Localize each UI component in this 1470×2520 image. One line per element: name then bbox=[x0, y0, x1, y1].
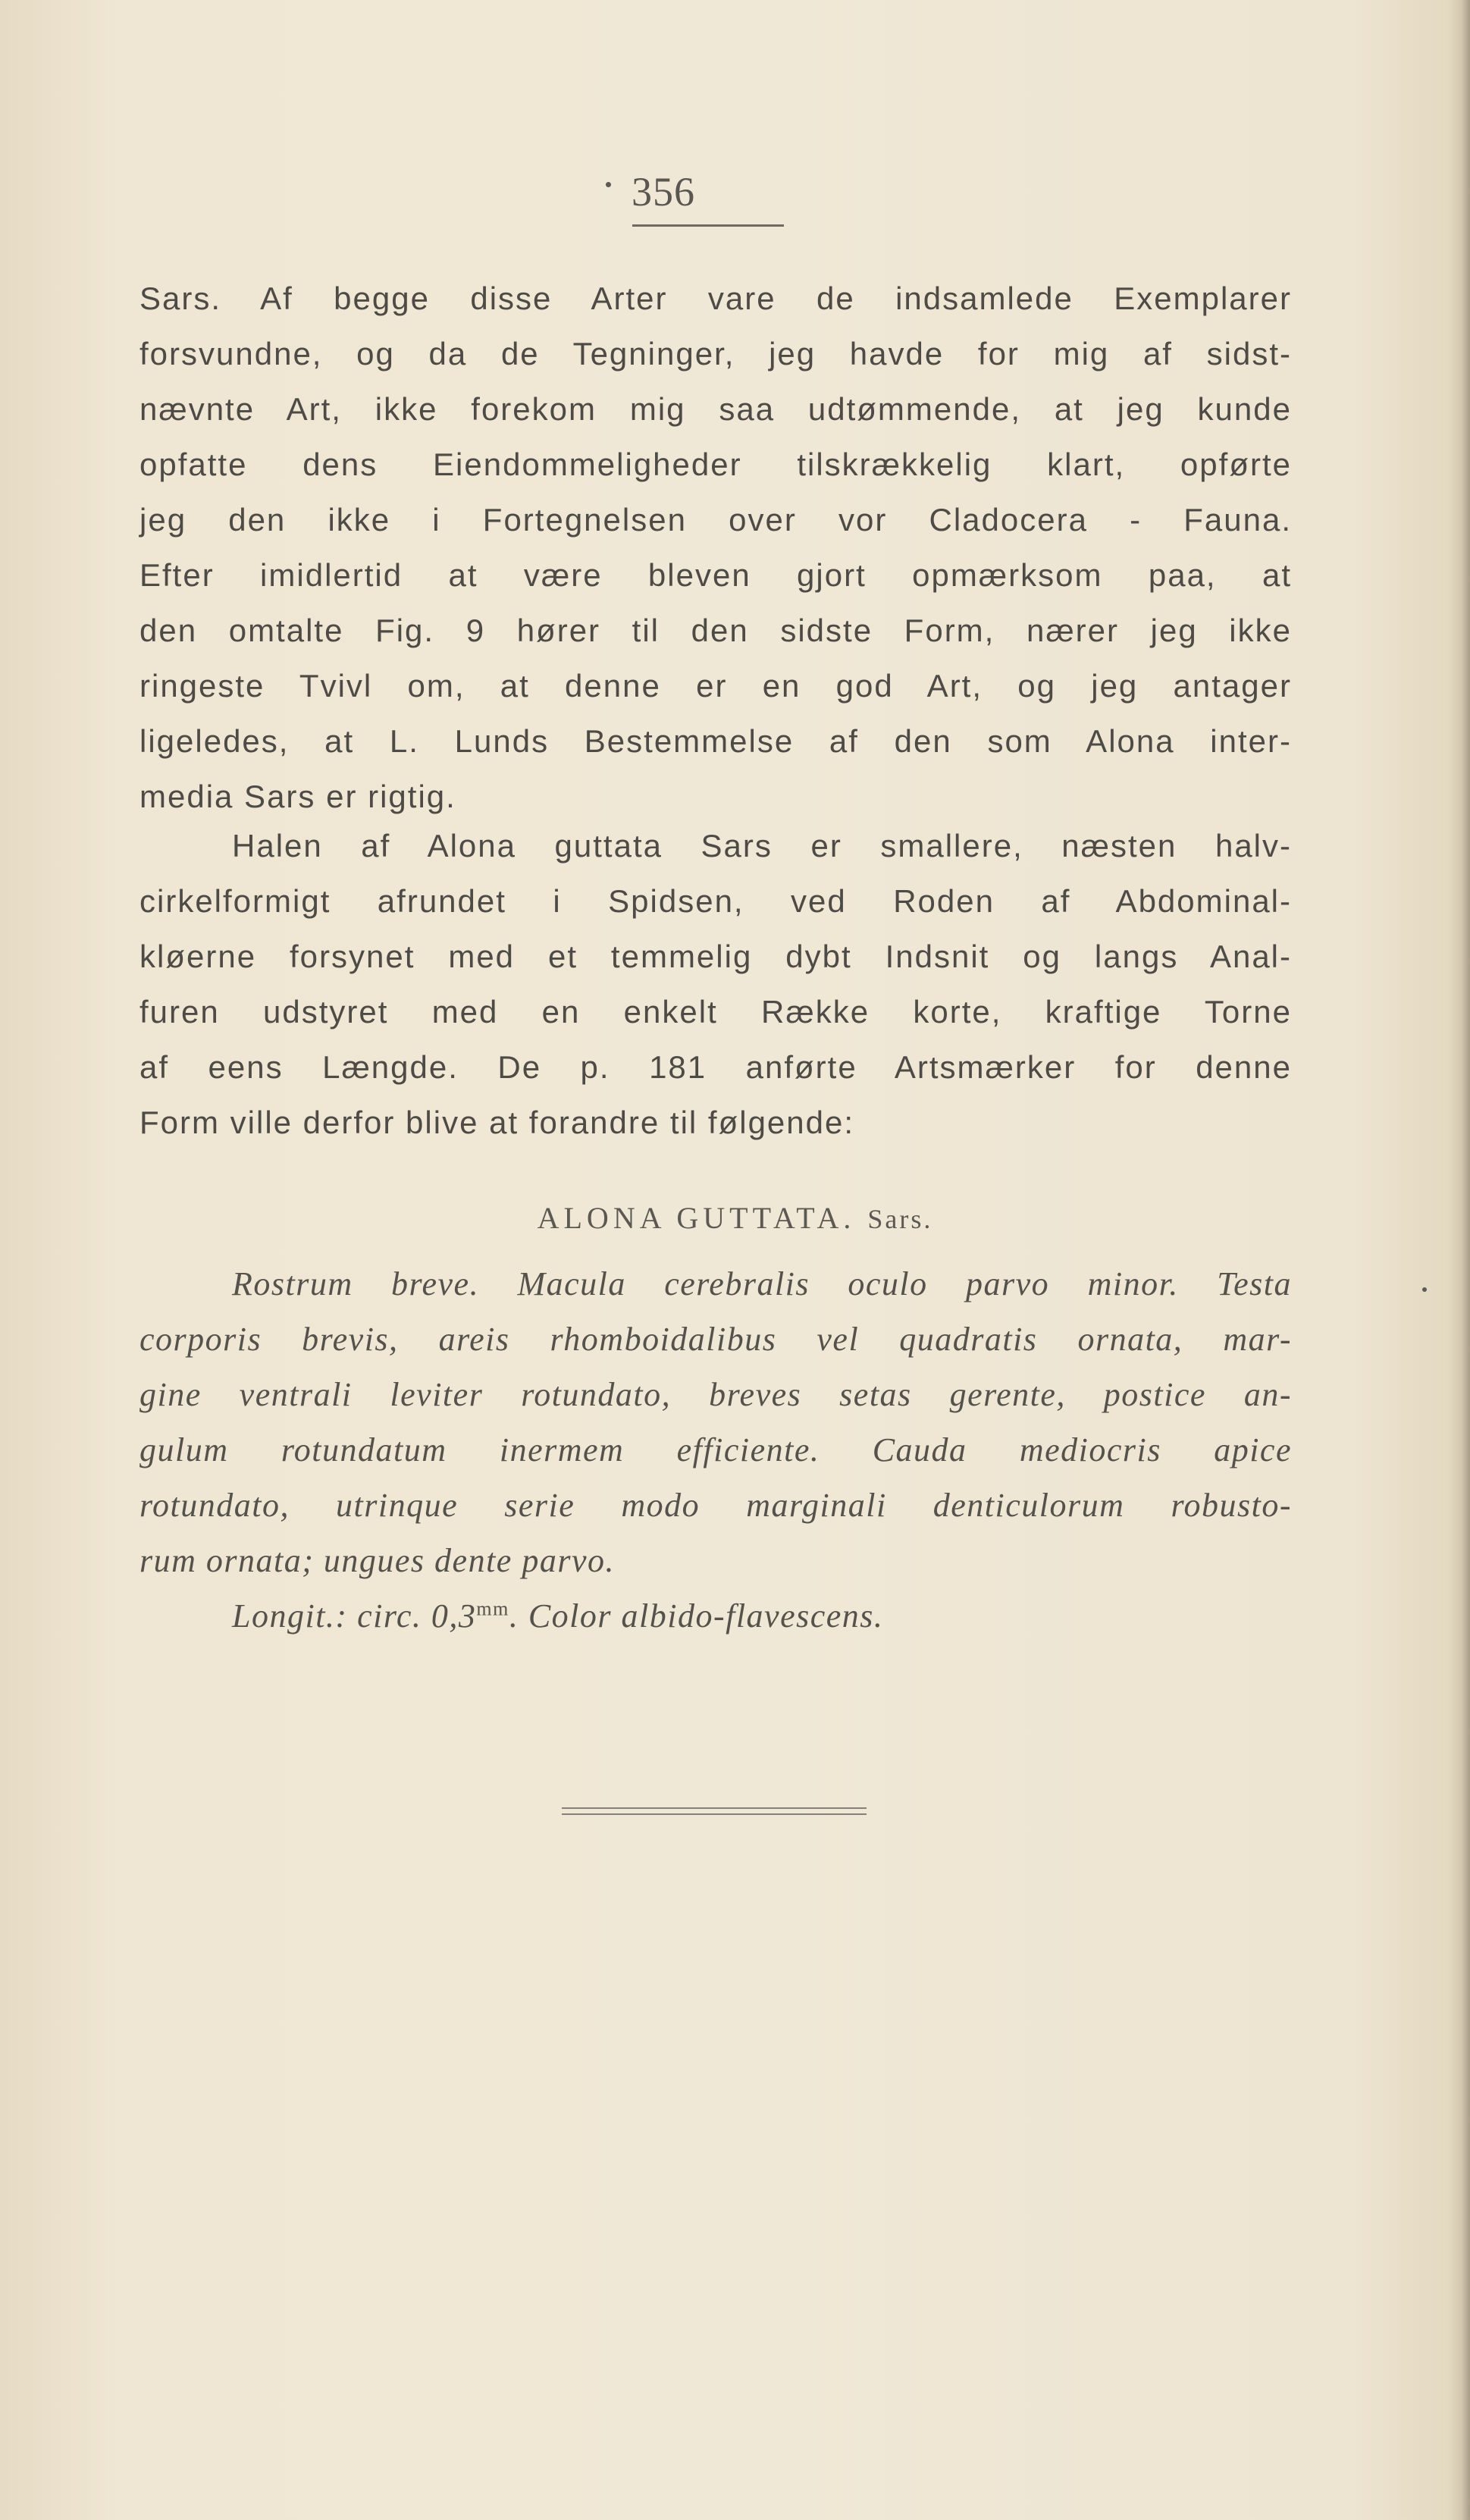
measurement-label: Longit.: circ. 0,3 bbox=[232, 1597, 477, 1635]
paragraph-2-line-1: Halen af Alona guttata Sars er smallere, næsten halv- bbox=[232, 828, 1292, 864]
color-description: . Color albido-flavescens. bbox=[509, 1597, 884, 1635]
paragraph-2-line-6: Form ville derfor blive at forandre til følgende: bbox=[139, 1105, 855, 1140]
measurement-line bbox=[232, 1597, 1384, 1635]
species-name: ALONA GUTTATA. bbox=[537, 1201, 856, 1235]
latin-line-5: rotundato, utrinque serie modo marginali denticulorum robusto- bbox=[139, 1487, 1292, 1524]
species-heading bbox=[0, 1200, 1470, 1236]
latin-line-4: gulum rotundatum inermem efficiente. Cauda mediocris apice bbox=[139, 1431, 1292, 1468]
paragraph-2-line-2: cirkelformigt afrundet i Spidsen, ved Roden af Abdominal- bbox=[139, 883, 1292, 919]
paragraph-1-line-2: forsvundne, og da de Tegninger, jeg havde for mig af sidst- bbox=[139, 336, 1292, 371]
paragraph-1-line-8: ringeste Tvivl om, at denne er en god Art, og jeg antager bbox=[139, 668, 1292, 704]
paragraph-1-line-5: jeg den ikke i Fortegnelsen over vor Cladocera - Fauna. bbox=[139, 502, 1292, 538]
species-author: Sars. bbox=[867, 1204, 933, 1234]
ink-speck bbox=[606, 182, 611, 187]
paragraph-1-line-7: den omtalte Fig. 9 hører til den sidste Form, nærer jeg ikke bbox=[139, 613, 1292, 648]
end-rule-top bbox=[562, 1807, 867, 1809]
paragraph-1-line-6: Efter imidlertid at være bleven gjort opmærksom paa, at bbox=[139, 557, 1292, 593]
paragraph-1-line-9: ligeledes, at L. Lunds Bestemmelse af den som Alona inter- bbox=[139, 723, 1292, 759]
latin-line-1: Rostrum breve. Macula cerebralis oculo parvo minor. Testa bbox=[232, 1265, 1292, 1302]
measurement-unit: mm bbox=[476, 1597, 509, 1620]
latin-line-2: corporis brevis, areis rhomboidalibus vel quadratis ornata, mar- bbox=[139, 1321, 1292, 1358]
page-number: 356 bbox=[632, 169, 695, 215]
paragraph-2-line-5: af eens Længde. De p. 181 anførte Artsmærker for denne bbox=[139, 1049, 1292, 1085]
page-edge-shadow bbox=[1449, 0, 1470, 2520]
paragraph-1-line-10: media Sars er rigtig. bbox=[139, 779, 456, 814]
latin-line-3: gine ventrali leviter rotundato, breves setas gerente, postice an- bbox=[139, 1376, 1292, 1413]
page-number-rule bbox=[632, 224, 784, 227]
paragraph-2-line-4: furen udstyret med en enkelt Række korte, kraftige Torne bbox=[139, 994, 1292, 1030]
paragraph-1-line-3: nævnte Art, ikke forekom mig saa udtømmende, at jeg kunde bbox=[139, 391, 1292, 427]
paragraph-2-line-3: kløerne forsynet med et temmelig dybt Indsnit og langs Anal- bbox=[139, 939, 1292, 974]
margin-speck bbox=[1422, 1287, 1427, 1292]
latin-line-6: rum ornata; ungues dente parvo. bbox=[139, 1542, 615, 1579]
end-rule-bottom bbox=[562, 1813, 867, 1815]
paragraph-1-line-1: Sars. Af begge disse Arter vare de indsamlede Exemplarer bbox=[139, 281, 1292, 316]
paragraph-1-line-4: opfatte dens Eiendommeligheder tilskrækkelig klart, opførte bbox=[139, 447, 1292, 482]
